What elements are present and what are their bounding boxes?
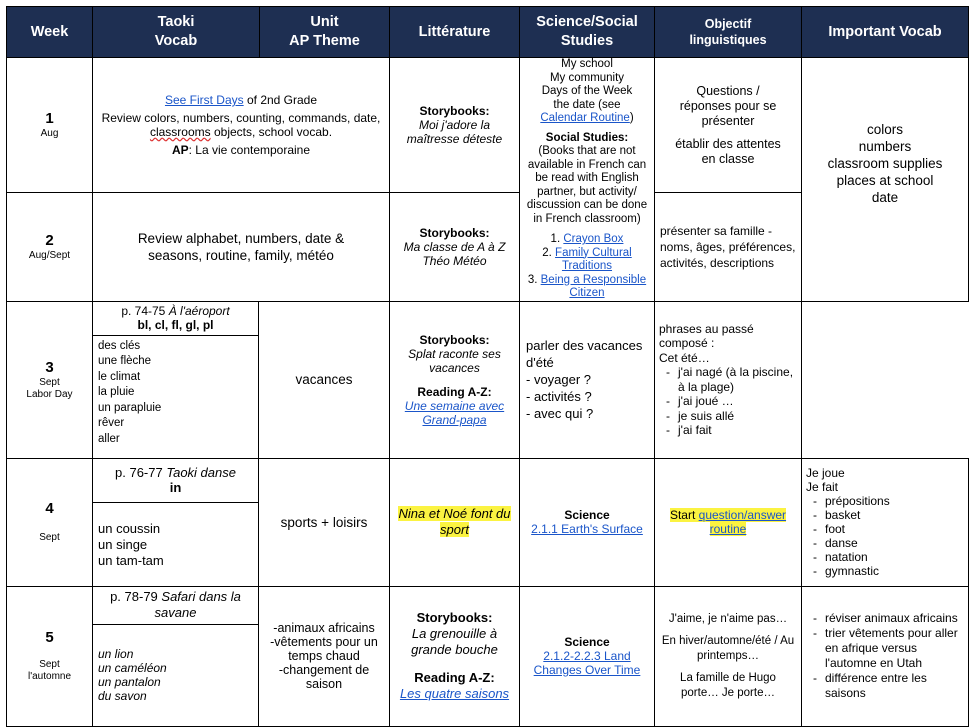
week-1-litterature: Storybooks: Moi j'adore la maîtresse déteste	[390, 58, 520, 193]
week-1-taoki: See First Days of 2nd Grade Review colors, numbers, counting, commands, date, classrooms objects, school vocab. AP: La vie contemporaine	[93, 58, 390, 193]
week-5-objectif: J'aime, je n'aime pas… En hiver/automne/été / Au printemps… La famille de Hugo porte… Je porte…	[655, 586, 802, 726]
week-4-objectif: Start question/answer routine	[655, 458, 802, 586]
header-litterature: Littérature	[390, 7, 520, 58]
week-4-science: Science 2.1.1 Earth's Surface	[520, 458, 655, 586]
week-1-cell: 1 Aug	[7, 58, 93, 193]
header-science: Science/Social Studies	[520, 7, 655, 58]
week-5-unit: -animaux africains -vêtements pour un temps chaud -changement de saison	[259, 586, 390, 726]
header-row	[7, 7, 969, 58]
science-week-1-2: My school My community Days of the Week the date (see Calendar Routine) Social Studies: (Books that are not available in French can be read with English partner, but activity/ discussion can be done in French classroom) 1. Crayon Box 2. Family Cultural Traditions 3. Being a Responsible Citizen	[520, 58, 655, 302]
week-4-unit: sports + loisirs	[259, 458, 390, 586]
week-3-unit: vacances	[259, 301, 390, 458]
land-changes-link[interactable]: 2.1.2-2.2.3 Land Changes Over Time	[533, 649, 641, 677]
week-2-cell: 2 Aug/Sept	[7, 193, 93, 301]
quatre-saisons-link[interactable]: Les quatre saisons	[399, 686, 510, 701]
week-4-litterature: Nina et Noé font du sport	[390, 458, 520, 586]
week-3-row	[7, 301, 969, 458]
crayon-box-link[interactable]: Crayon Box	[563, 233, 624, 245]
header-taoki-unit-wrapper	[93, 7, 390, 58]
week-1-row	[7, 58, 969, 193]
week-1-objectif: Questions / réponses pour se présenter établir des attentes en classe	[655, 58, 802, 193]
responsible-citizen-link[interactable]: Being a Responsible Citizen	[540, 273, 647, 299]
week-5-row	[7, 586, 969, 726]
question-answer-routine-link[interactable]: question/answer routine	[698, 508, 787, 536]
first-days-link[interactable]: See First Days	[164, 93, 244, 108]
week-3-taoki: p. 74-75 À l'aéroport bl, cl, fl, gl, pl des clés une flèche le climat la pluie un parapluie rêver aller	[93, 301, 259, 458]
header-taoki: Taoki Vocab	[93, 7, 260, 57]
week-5-litterature: Storybooks: La grenouille à grande bouche Reading A-Z: Les quatre saisons	[390, 586, 520, 726]
week-2-taoki: Review alphabet, numbers, date & seasons, routine, family, météo	[93, 193, 390, 301]
curriculum-table	[6, 6, 969, 727]
family-cultural-traditions-link[interactable]: Family Cultural Traditions	[555, 246, 632, 272]
week-4-cell: 4 Sept	[7, 458, 93, 586]
earths-surface-link[interactable]: 2.1.1 Earth's Surface	[531, 522, 643, 536]
week-4-taoki: p. 76-77 Taoki danse in un coussin un singe un tam-tam	[93, 458, 259, 586]
week-5-vocab: - réviser animaux africains - trier vêtements pour aller en afrique versus l'automne en Utah - différence entre les saisons	[802, 586, 969, 726]
header-objectif: Objectif linguistiques	[655, 7, 802, 58]
week-3-litterature: Storybooks: Splat raconte ses vacances Reading A-Z: Une semaine avec Grand-papa	[390, 301, 520, 458]
vocab-week-1-2: colors numbers classroom supplies places at school date	[802, 58, 969, 302]
header-unit: Unit AP Theme	[289, 14, 360, 49]
header-week: Week	[7, 7, 93, 58]
calendar-routine-link[interactable]: Calendar Routine	[540, 112, 630, 124]
week-5-taoki: p. 78-79 Safari dans la savane un lion un caméléon un pantalon du savon	[93, 586, 259, 726]
header-vocab: Important Vocab	[802, 7, 969, 58]
week-5-cell: 5 Sept l'automne	[7, 586, 93, 726]
week-5-science: Science 2.1.2-2.2.3 Land Changes Over Time	[520, 586, 655, 726]
une-semaine-link[interactable]: Une semaine avec Grand-papa	[404, 398, 505, 427]
week-3-objectif: parler des vacances d'été - voyager ? - activités ? - avec qui ?	[520, 301, 655, 458]
week-4-vocab: Je joue Je fait - prépositions - basket - foot - danse - natation - gymnastic	[802, 458, 969, 586]
week-4-row	[7, 458, 969, 586]
week-2-objectif: présenter sa famille - noms, âges, préférences, activités, descriptions	[655, 193, 802, 301]
week-3-cell: 3 Sept Labor Day	[7, 301, 93, 458]
week-3-vocab: phrases au passé composé : Cet été… - j'ai nagé (à la piscine, à la plage) - j'ai joué … - je suis allé - j'ai fait	[655, 301, 802, 458]
week-2-litterature: Storybooks: Ma classe de A à Z Théo Météo	[390, 193, 520, 301]
